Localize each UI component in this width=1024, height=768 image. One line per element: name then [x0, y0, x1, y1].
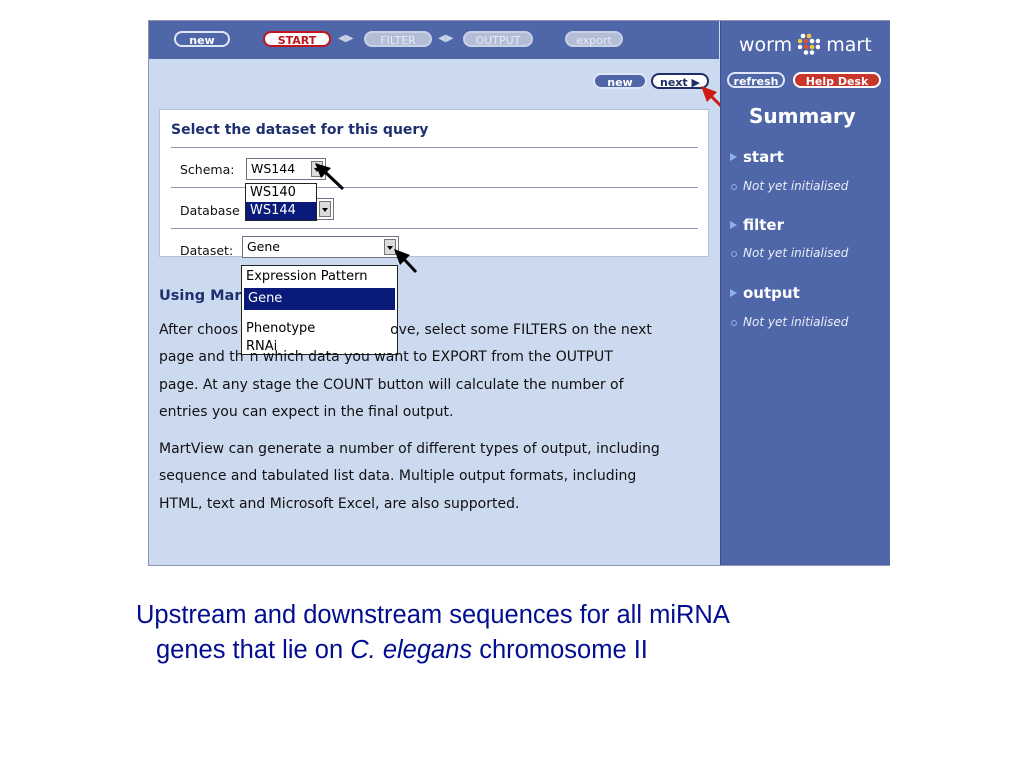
body-line: page. At any stage the COUNT button will calculate the number of [159, 377, 624, 393]
dataset-option[interactable]: RNAi [246, 339, 278, 354]
logo-dots-icon [798, 33, 820, 55]
body-text-fragment: After choos [159, 322, 239, 338]
dataset-panel [159, 109, 709, 257]
using-heading: Using Mar [159, 288, 242, 304]
body-text-fragment: ove, select some FILTERS on the next [390, 322, 652, 338]
database-label: Database [180, 203, 240, 218]
start-tab[interactable]: START [263, 31, 331, 47]
caption-line-2 [136, 633, 730, 668]
caption-text: genes that lie on [156, 636, 351, 664]
dataset-value: Gene [247, 239, 280, 254]
schema-label: Schema: [180, 162, 235, 177]
nav-next-button[interactable] [651, 73, 709, 89]
logo-text-right: mart [826, 34, 872, 56]
next-label: next [660, 76, 688, 89]
nav-new-button[interactable]: new [593, 73, 647, 89]
dataset-option[interactable]: Phenotype [246, 321, 316, 336]
logo-text-left: worm [739, 34, 793, 56]
top-toolbar [149, 21, 719, 59]
help-desk-button[interactable]: Help Desk [793, 72, 881, 88]
body-line [159, 317, 719, 345]
summary-output-status: Not yet initialised [743, 315, 849, 329]
divider [171, 147, 698, 148]
body-line: MartView can generate a number of different types of output, including [159, 441, 660, 457]
step-arrow-icon: ◀▶ [438, 33, 454, 44]
body-text-fragment: page and th [159, 349, 244, 365]
export-button[interactable]: export [565, 31, 623, 47]
caption-line-1: Upstream and downstream sequences for all miRNA [136, 601, 730, 629]
summary-start-status: Not yet initialised [743, 179, 849, 193]
chevron-down-icon[interactable] [384, 239, 396, 255]
chevron-down-icon[interactable] [311, 161, 323, 177]
schema-dropdown-list [245, 183, 317, 221]
body-line [159, 344, 719, 372]
dataset-panel-title: Select the dataset for this query [171, 122, 429, 138]
step-arrow-icon: ◀▶ [338, 33, 354, 44]
summary-filter-status: Not yet initialised [743, 246, 849, 260]
body-text-fragment: n which data you want to EXPORT from the OUTPUT [249, 349, 613, 365]
schema-select[interactable] [246, 158, 326, 180]
dataset-select[interactable] [242, 236, 399, 258]
filter-tab[interactable]: FILTER [364, 31, 432, 47]
slide-caption [136, 598, 730, 668]
schema-option[interactable]: WS140 [250, 185, 296, 200]
dataset-option[interactable]: Expression Pattern [246, 269, 368, 284]
play-icon: ▶ [691, 76, 700, 89]
summary-start-link[interactable]: start [743, 148, 784, 166]
body-line: sequence and tabulated list data. Multiple output formats, including [159, 468, 637, 484]
body-line: HTML, text and Microsoft Excel, are also supported. [159, 496, 520, 512]
wormmart-logo [739, 33, 872, 56]
summary-title: Summary [749, 104, 856, 128]
martview-window [148, 20, 890, 566]
new-button[interactable]: new [174, 31, 230, 47]
chevron-down-icon[interactable] [319, 201, 331, 217]
dataset-option-selected[interactable]: Gene [244, 288, 395, 310]
summary-sidebar [720, 21, 890, 565]
summary-output-link[interactable]: output [743, 284, 800, 302]
body-line: entries you can expect in the final output. [159, 404, 454, 420]
refresh-button[interactable]: refresh [727, 72, 785, 88]
output-tab[interactable]: OUTPUT [463, 31, 533, 47]
divider [171, 228, 698, 229]
dataset-label: Dataset: [180, 243, 234, 258]
caption-species: C. elegans [350, 636, 473, 664]
summary-filter-link[interactable]: filter [743, 216, 785, 234]
schema-value: WS144 [251, 161, 296, 176]
caption-text: chromosome II [472, 636, 648, 664]
schema-option-selected[interactable]: WS144 [246, 202, 316, 220]
